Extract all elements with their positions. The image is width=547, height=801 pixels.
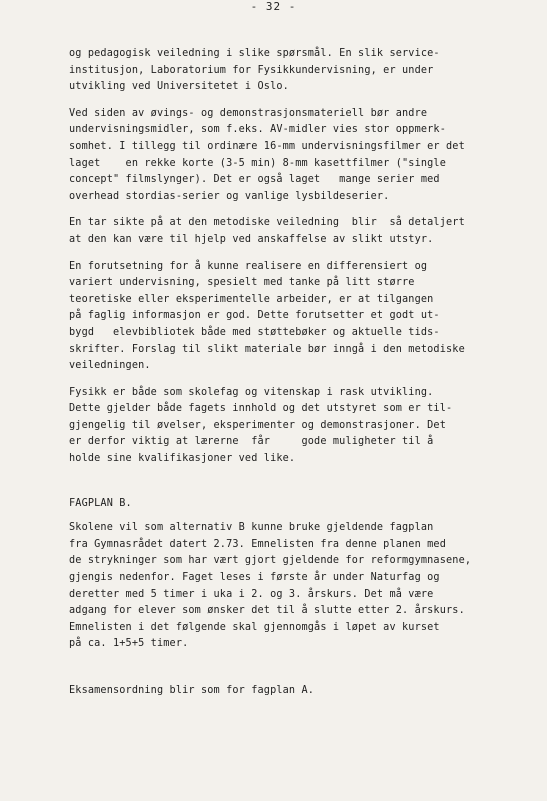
text-line: og pedagogisk veiledning i slike spørsmål. En slik service- (69, 48, 440, 59)
text-line: adgang for elever som ønsker det til å slutte etter 2. årskurs. (69, 605, 465, 617)
text-line: En tar sikte på at den metodiske veiledning blir så detaljert (69, 217, 465, 229)
paragraph-3 (69, 215, 529, 248)
text-line: deretter med 5 timer i uka i 2. og 3. årskurs. Det må være (69, 588, 434, 600)
text-line: overhead stordias-serier og vanlige lysbildeserier. (69, 190, 390, 202)
text-line: Eksamensordning blir som for fagplan A. (69, 685, 315, 696)
document-body (69, 46, 529, 710)
text-line: somhet. I tillegg til ordinære 16-mm undervisningsfilmer er det (69, 140, 465, 152)
text-line: En forutsetning for å kunne realisere en differensiert og (69, 260, 428, 272)
exam-note (69, 683, 529, 700)
text-line: Emnelisten i det følgende skal gjennomgås i løpet av kurset (69, 621, 440, 633)
text-line: veiledningen. (69, 360, 151, 372)
page-number: - 32 - (250, 0, 297, 13)
text-line: fra Gymnasrådet datert 2.73. Emnelisten fra denne planen med (69, 538, 447, 550)
text-line: Dette gjelder både fagets innhold og det utstyret som er til- (69, 403, 453, 415)
heading-text: FAGPLAN B. (69, 497, 132, 509)
text-line: Ved siden av øvings- og demonstrasjonsmateriell bør andre (69, 107, 428, 119)
text-line: laget en rekke korte (3-5 min) 8-mm kasettfilmer ("single (69, 157, 447, 169)
text-line: concept" filmslynger). Det er også laget mange serier med (69, 174, 440, 186)
text-line: utvikling ved Universitetet i Oslo. (69, 81, 289, 93)
text-line: gjengis nedenfor. Faget leses i første år under Naturfag og (69, 572, 440, 584)
text-line: teoretiske eller eksperimentelle arbeider, er at tilgangen (69, 293, 434, 305)
text-line: gjengelig til øvelser, eksperimenter og demonstrasjoner. Det (69, 419, 447, 431)
text-line: bygd elevbibliotek både med støttebøker og aktuelle tids- (69, 326, 440, 338)
text-line: Skolene vil som alternativ B kunne bruke gjeldende fagplan (69, 522, 434, 534)
text-line: at den kan være til hjelp ved anskaffelse av slikt utstyr. (69, 233, 434, 245)
section-heading (69, 496, 529, 513)
text-line: på ca. 1+5+5 timer. (69, 638, 189, 650)
paragraph-5 (69, 385, 529, 468)
text-line: institusjon, Laboratorium for Fysikkundervisning, er under (69, 64, 434, 76)
text-line: skrifter. Forslag til slikt materiale bør inngå i den metodiske (69, 343, 465, 355)
paragraph-2 (69, 106, 529, 206)
text-line: er derfor viktig at lærerne får gode muligheter til å (69, 436, 434, 448)
paragraph-b-1 (69, 520, 529, 653)
paragraph-1 (69, 46, 529, 96)
text-line: Fysikk er både som skolefag og vitenskap i rask utvikling. (69, 386, 434, 398)
text-line: på faglig informasjon er god. Dette forutsetter et godt ut- (69, 310, 440, 322)
text-line: holde sine kvalifikasjoner ved like. (69, 453, 296, 465)
text-line: undervisningsmidler, som f.eks. AV-midler vies stor oppmerk- (69, 124, 447, 136)
paragraph-4 (69, 259, 529, 375)
text-line: variert undervisning, spesielt med tanke på litt større (69, 277, 415, 289)
text-line: de strykninger som har vært gjort gjeldende for reformgymnasene, (69, 555, 472, 567)
